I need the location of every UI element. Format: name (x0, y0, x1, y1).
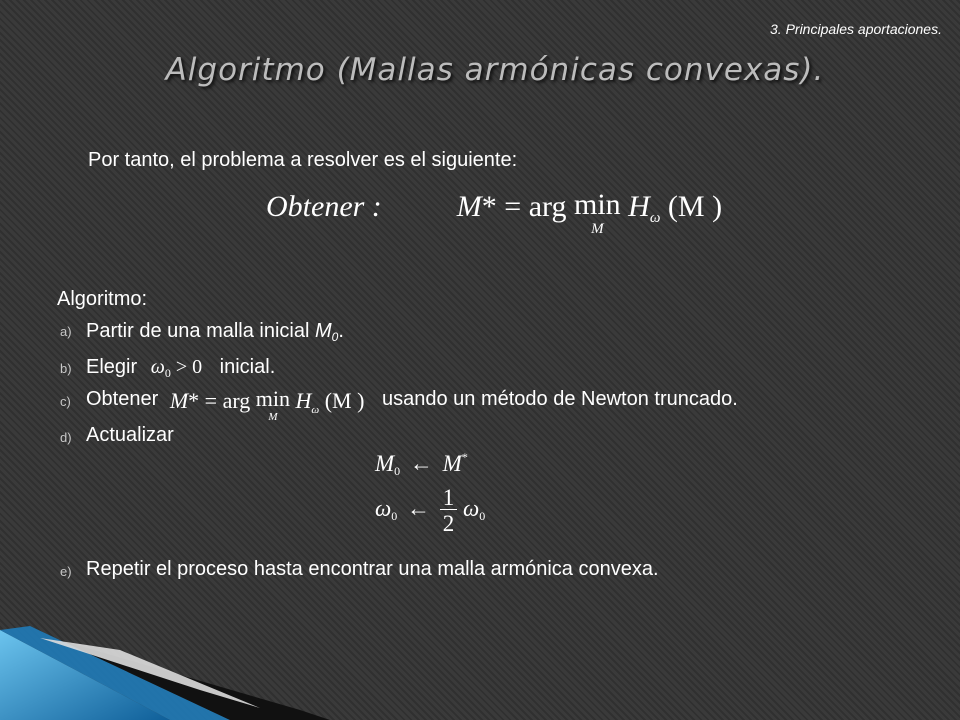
star-equals: * = (481, 190, 522, 223)
min-subscript: M (591, 221, 604, 237)
update-omega-rhs-sub: 0 (479, 508, 486, 523)
update-m (375, 450, 468, 479)
step-e (86, 558, 659, 581)
min-op (574, 190, 621, 237)
c-h-sub: ω (311, 404, 320, 416)
h-subscript: ω (649, 210, 661, 226)
update-omega (375, 486, 485, 535)
m-star-var: M (456, 190, 482, 223)
h-argument: (M ) (667, 190, 723, 223)
step-b (86, 356, 275, 381)
step-d-text: Actualizar (86, 424, 174, 446)
step-b-text: Elegir (86, 356, 138, 378)
step-c-suffix: usando un método de Newton truncado. (381, 388, 738, 410)
c-h-arg: (M ) (324, 388, 365, 413)
step-b-suffix: inicial. (219, 356, 276, 378)
update-m-rhs-sup: * (461, 450, 468, 464)
arg-op: arg (528, 190, 567, 223)
intro-text: Por tanto, el problema a resolver es el siguiente: (88, 149, 518, 171)
one-half-fraction (440, 486, 458, 535)
c-min-word: min (255, 386, 291, 411)
step-a-suffix: . (338, 320, 344, 342)
obtener-label: Obtener : (266, 190, 382, 223)
step-a-sub: 0 (331, 330, 339, 344)
c-star-eq: * = (188, 388, 218, 413)
update-m-rhs: M (442, 451, 462, 476)
omega-var: ω (150, 356, 165, 378)
decorative-corner-graphic (0, 590, 330, 720)
update-m-lhs: M (375, 451, 395, 476)
step-marker-b: b) (60, 361, 72, 376)
algorithm-heading: Algoritmo: (57, 288, 148, 310)
section-label: 3. Principales aportaciones. (770, 21, 942, 37)
step-e-text: Repetir el proceso hasta encontrar una malla armónica convexa. (86, 558, 659, 580)
c-arg: arg (222, 388, 251, 413)
update-omega-rhs: ω (463, 495, 480, 521)
step-marker-c: c) (60, 394, 71, 409)
fraction-denominator: 2 (442, 511, 455, 536)
update-omega-lhs-sub: 0 (391, 508, 398, 523)
step-c-math (170, 388, 365, 423)
c-min-sub: M (268, 411, 278, 423)
min-word: min (573, 188, 621, 221)
greater-zero: > 0 (170, 356, 203, 378)
c-h-var: H (295, 388, 312, 413)
main-equation (266, 190, 722, 237)
step-d (86, 424, 174, 447)
slide-title: Algoritmo (Mallas armónicas convexas). (165, 52, 825, 88)
c-m-var: M (169, 388, 189, 413)
step-marker-a: a) (60, 324, 72, 339)
h-var: H (628, 190, 650, 223)
step-a (86, 320, 344, 344)
omega-sub: 0 (164, 366, 171, 380)
step-a-var: M (315, 320, 332, 342)
c-min-op (256, 388, 290, 423)
update-m-arrow: ← (409, 451, 433, 476)
step-marker-e: e) (60, 564, 72, 579)
step-b-math (151, 356, 202, 378)
fraction-numerator: 1 (440, 486, 458, 510)
step-c-text: Obtener (86, 388, 159, 410)
update-omega-arrow: ← (407, 495, 430, 521)
update-omega-lhs: ω (375, 495, 392, 521)
step-a-text: Partir de una malla inicial (86, 320, 315, 342)
update-m-lhs-sub: 0 (394, 464, 401, 478)
step-c (86, 388, 738, 423)
step-marker-d: d) (60, 430, 72, 445)
